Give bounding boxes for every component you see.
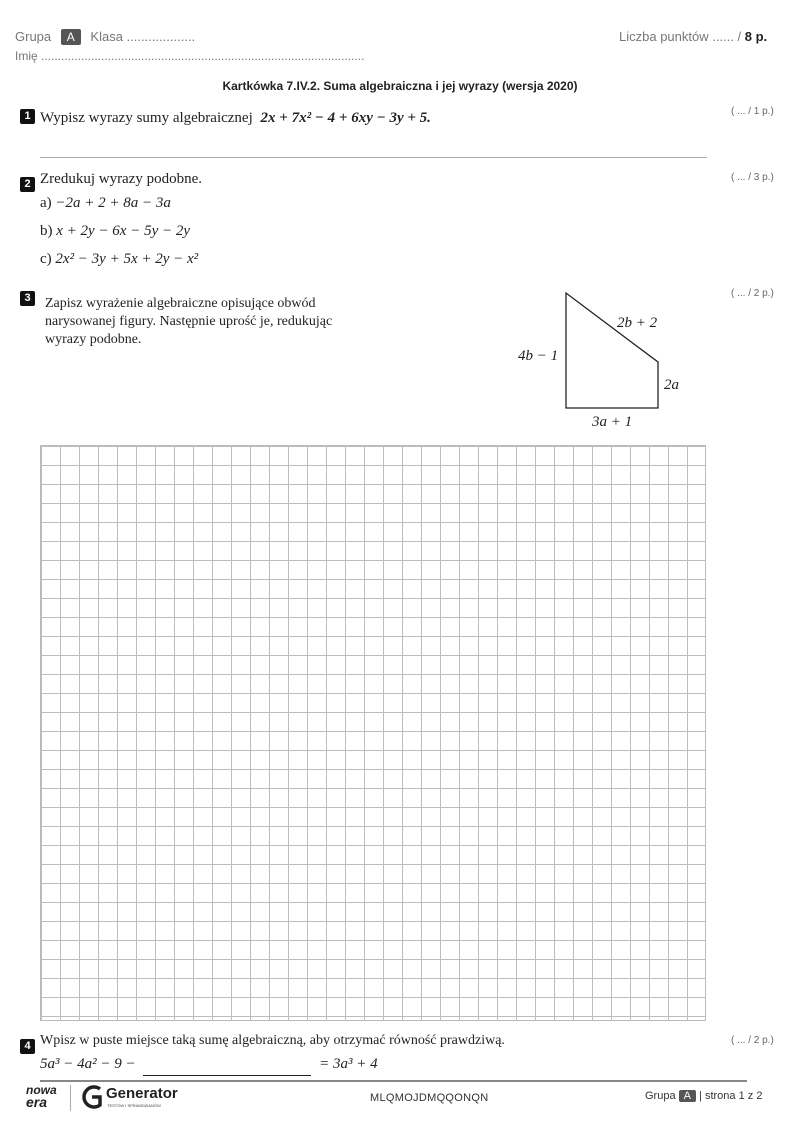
q1-text: Wypisz wyrazy sumy algebraicznej 2x + 7x² − 4 + 6xy − 3y + 5.: [40, 110, 431, 126]
q2-item-b: b) x + 2y − 6x − 5y − 2y: [40, 223, 191, 239]
q3-figure: [500, 285, 700, 435]
q1-expression: 2x + 7x² − 4 + 6xy − 3y + 5.: [260, 110, 431, 126]
grupa-value: A: [61, 29, 81, 45]
imie-label: Imię .................................................................................................: [15, 49, 365, 63]
q3-text: Zapisz wyrażenie algebraiczne opisujące obwód narysowanej figury. Następnie uprość je, redukując wyrazy podobne.: [45, 296, 333, 347]
header-points: [619, 29, 767, 44]
q4-text: Wpisz w puste miejsce taką sumę algebraiczną, aby otrzymać równość prawdziwą.: [40, 1033, 505, 1048]
q4-expr-right: = 3a³ + 4: [319, 1056, 378, 1072]
q1-number: 1: [20, 104, 35, 124]
header-grupa: [15, 29, 195, 45]
footer-rule: [40, 1080, 747, 1082]
page-title: Kartkówka 7.IV.2. Suma algebraiczna i jej wyrazy (wersja 2020): [222, 79, 578, 93]
nowa-era-logo: nowa era: [26, 1083, 57, 1110]
figure-right-label: 2a: [664, 377, 679, 393]
q2-item-a: a) −2a + 2 + 8a − 3a: [40, 195, 171, 211]
answer-line: [40, 157, 707, 158]
q3-number: 3: [20, 286, 35, 306]
logo-divider: [70, 1085, 71, 1111]
figure-bottom-label: 3a + 1: [592, 414, 633, 430]
q4-answer-blank[interactable]: [143, 1058, 311, 1076]
figure-left-label: 4b − 1: [518, 348, 559, 364]
generator-logo-icon: [80, 1084, 104, 1110]
q1-points: ( ... / 1 p.): [731, 106, 774, 117]
klasa-label: Klasa ...................: [90, 29, 196, 44]
footer-page-info: [645, 1090, 762, 1102]
q3-points: ( ... / 2 p.): [731, 288, 774, 299]
q4-expr-left: 5a³ − 4a² − 9 −: [40, 1056, 136, 1072]
trapezoid-shape: [566, 293, 658, 408]
document-code: MLQMOJDMQQONQN: [370, 1092, 489, 1104]
q2-points: ( ... / 3 p.): [731, 172, 774, 183]
answer-grid[interactable]: [40, 445, 706, 1021]
q4-points: ( ... / 2 p.): [731, 1035, 774, 1046]
q4-equation: [40, 1056, 378, 1076]
grupa-label: Grupa: [15, 29, 52, 44]
generator-logo-subtext: TESTÓW I SPRAWDZIANÓW: [107, 1103, 161, 1108]
footer-grupa-label: Grupa: [645, 1090, 676, 1102]
q2-item-c: c) 2x² − 3y + 5x + 2y − x²: [40, 251, 199, 267]
footer-grupa-value: A: [679, 1090, 696, 1102]
q4-number: 4: [20, 1034, 35, 1054]
generator-logo-text: Generator: [106, 1085, 178, 1102]
points-label: Liczba punktów ...... /: [619, 29, 742, 44]
points-total: 8 p.: [744, 29, 768, 44]
figure-slant-label: 2b + 2: [617, 315, 658, 331]
q2-number: 2: [20, 172, 35, 192]
q2-text: Zredukuj wyrazy podobne.: [40, 171, 203, 187]
page-indicator: | strona 1 z 2: [699, 1090, 763, 1102]
